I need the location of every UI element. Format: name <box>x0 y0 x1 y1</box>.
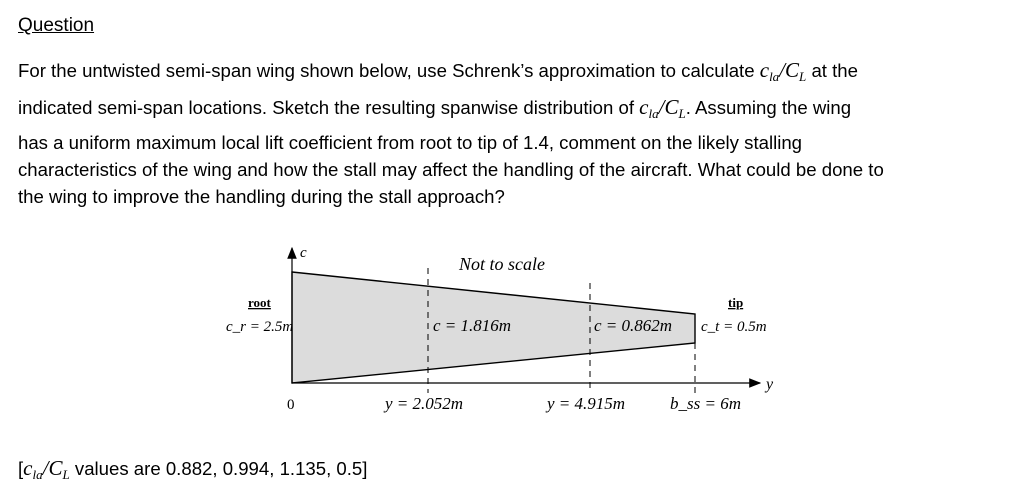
math-L: L <box>799 69 807 84</box>
not-to-scale-note: Not to scale <box>459 254 545 274</box>
question-heading: Question <box>18 15 95 36</box>
math-L: L <box>678 106 686 121</box>
tip-label: tip <box>728 295 744 310</box>
axis-c-label: c <box>300 245 307 261</box>
tip-chord-label: c_t = 0.5m <box>701 319 767 335</box>
answer-footnote <box>18 456 367 483</box>
chord-1-label: c = 1.816m <box>433 316 512 335</box>
math-slash: / <box>658 95 665 119</box>
root-label: root <box>248 295 271 310</box>
math-slash: / <box>42 456 49 480</box>
chord-2-label: c = 0.862m <box>594 316 673 335</box>
footnote-text: values are 0.882, 0.994, 1.135, 0.5] <box>74 458 368 479</box>
origin-label: 0 <box>287 397 295 413</box>
math-c: c <box>23 456 33 480</box>
math-la: la <box>32 467 43 482</box>
root-chord-label: c_r = 2.5m <box>226 319 294 335</box>
axis-y-label: y <box>766 376 774 393</box>
text-line-4: characteristics of the wing and how the stall may affect the handling of the aircraft. What could be done to <box>18 159 884 180</box>
math-L: L <box>62 467 70 482</box>
math-c: c <box>639 95 649 119</box>
y1-label: y = 2.052m <box>385 394 464 413</box>
text-line-5: the wing to improve the handling during the stall approach? <box>18 186 505 207</box>
math-C: C <box>785 58 800 82</box>
ratio-symbol <box>23 456 70 480</box>
text-l2-b: . Assuming the wing <box>685 97 852 118</box>
math-C: C <box>664 95 679 119</box>
math-slash: / <box>779 58 786 82</box>
text-l1-b: at the <box>811 60 858 81</box>
math-C: C <box>48 456 63 480</box>
text-l1-a: For the untwisted semi-span wing shown below, use Schrenk’s approximation to calculate <box>18 60 755 81</box>
bss-label: b_ss = 6m <box>670 394 741 413</box>
y2-label: y = 4.915m <box>547 394 626 413</box>
math-la: la <box>648 106 659 121</box>
math-la: la <box>769 69 780 84</box>
footnote-open: [ <box>18 458 24 479</box>
math-c: c <box>759 58 770 82</box>
text-line-3: has a uniform maximum local lift coefficient from root to tip of 1.4, comment on the likely stalling <box>18 132 803 153</box>
text-l2-a: indicated semi-span locations. Sketch the resulting spanwise distribution of <box>18 97 634 118</box>
